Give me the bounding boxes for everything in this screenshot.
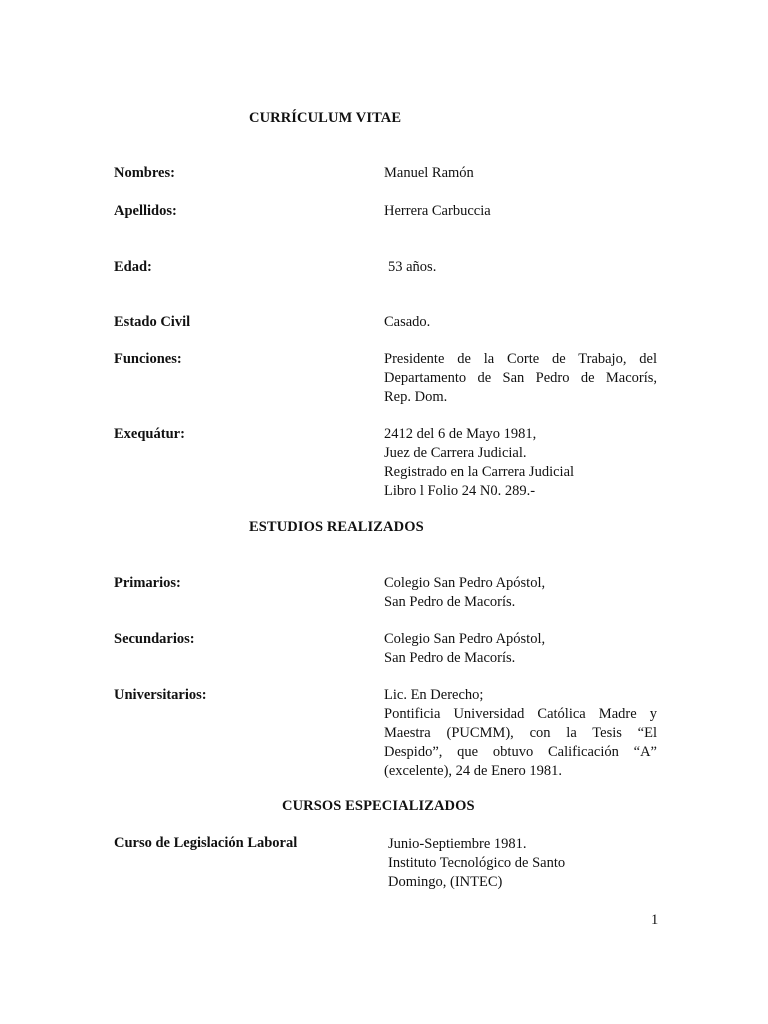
primarios-line: San Pedro de Macorís. [384, 594, 516, 610]
universitarios-line: (excelente), 24 de Enero 1981. [384, 763, 562, 779]
apellidos-label: Apellidos: [114, 203, 177, 219]
legislacion-value [388, 835, 661, 892]
legislacion-line: Junio-Septiembre 1981. [388, 836, 527, 852]
funciones-line: Presidente de la Corte de Trabajo, del [384, 351, 657, 367]
edad-text: 53 años. [388, 259, 437, 275]
edad-label: Edad: [114, 259, 152, 275]
edad-value [388, 258, 661, 277]
universitarios-line: Lic. En Derecho; [384, 687, 484, 703]
funciones-line: Departamento de San Pedro de Macorís, [384, 370, 657, 386]
secundarios-value [384, 630, 657, 668]
secundarios-label: Secundarios: [114, 631, 195, 647]
universitarios-line: Pontificia Universidad Católica Madre y [384, 706, 657, 722]
exequatur-line: 2412 del 6 de Mayo 1981, [384, 426, 537, 442]
funciones-line: Rep. Dom. [384, 389, 448, 405]
universitarios-line: Maestra (PUCMM), con la Tesis “El [384, 725, 657, 741]
universitarios-line: Despido”, que obtuvo Calificación “A” [384, 744, 657, 760]
legislacion-label: Curso de Legislación Laboral [114, 835, 298, 851]
universitarios-value [384, 686, 657, 781]
page-number: 1 [651, 912, 659, 928]
apellidos-value [384, 202, 657, 221]
exequatur-value [384, 425, 657, 501]
estudios-heading: ESTUDIOS REALIZADOS [249, 519, 424, 535]
exequatur-line: Registrado en la Carrera Judicial [384, 464, 575, 480]
apellidos-text: Herrera Carbuccia [384, 203, 491, 219]
page-title: CURRÍCULUM VITAE [249, 110, 402, 126]
secundarios-line: Colegio San Pedro Apóstol, [384, 631, 546, 647]
legislacion-line: Instituto Tecnológico de Santo [388, 855, 566, 871]
primarios-line: Colegio San Pedro Apóstol, [384, 575, 546, 591]
nombres-value [384, 164, 657, 183]
primarios-label: Primarios: [114, 575, 181, 591]
universitarios-label: Universitarios: [114, 687, 207, 703]
nombres-label: Nombres: [114, 165, 175, 181]
legislacion-line: Domingo, (INTEC) [388, 874, 503, 890]
funciones-label: Funciones: [114, 351, 182, 367]
nombres-text: Manuel Ramón [384, 165, 474, 181]
secundarios-line: San Pedro de Macorís. [384, 650, 516, 666]
estado-civil-label: Estado Civil [114, 314, 191, 330]
primarios-value [384, 574, 657, 612]
exequatur-label: Exequátur: [114, 426, 185, 442]
cursos-heading: CURSOS ESPECIALIZADOS [282, 798, 475, 814]
estado-civil-text: Casado. [384, 314, 431, 330]
funciones-value [384, 350, 657, 407]
estado-civil-value [384, 313, 657, 332]
exequatur-line: Libro l Folio 24 N0. 289.- [384, 483, 536, 499]
exequatur-line: Juez de Carrera Judicial. [384, 445, 527, 461]
